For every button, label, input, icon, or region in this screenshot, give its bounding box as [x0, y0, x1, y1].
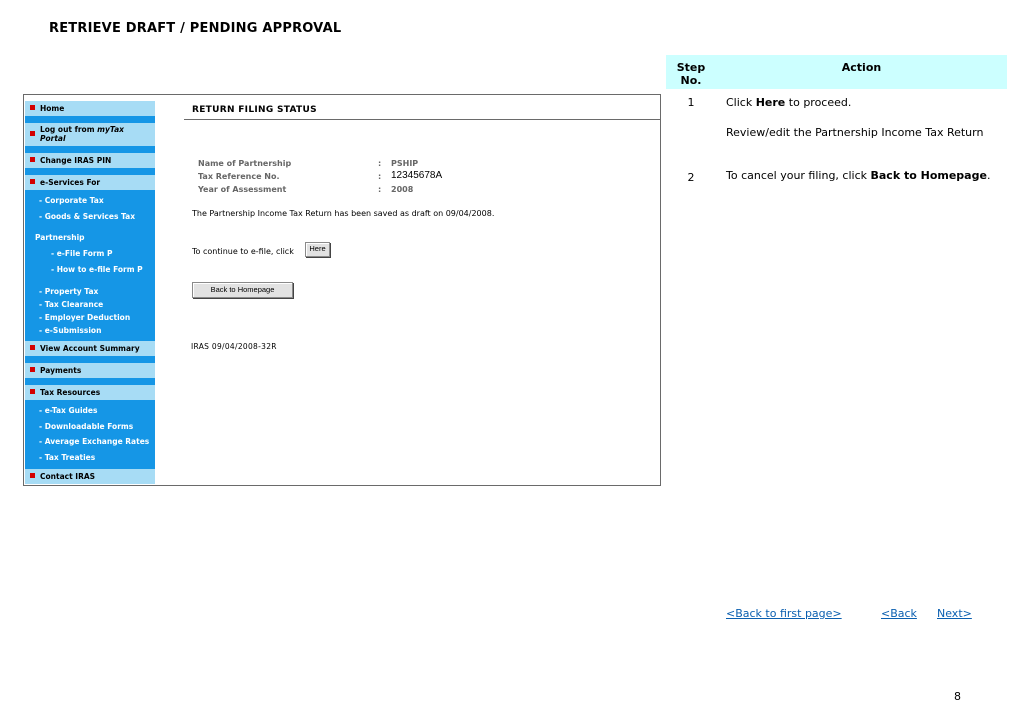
sidebar-item-label: Log out from: [40, 125, 98, 134]
action-text: .: [986, 169, 991, 182]
step-no-header: [666, 61, 716, 87]
sidebar-item-label: Change IRAS PIN: [40, 156, 112, 165]
sidebar-item-label: Home: [40, 104, 65, 113]
sidebar-item-property-tax[interactable]: - Property Tax: [39, 287, 99, 296]
sidebar-item-label: Tax Resources: [40, 388, 101, 397]
action-emphasis: Here: [755, 96, 786, 109]
status-heading-wrap: [192, 105, 661, 115]
partnership-name-value: PSHIP: [391, 159, 419, 168]
action-emphasis: Back to Homepage: [870, 169, 987, 182]
sidebar-item-tax-clearance[interactable]: - Tax Clearance: [39, 300, 104, 309]
sidebar-item-label: Payments: [40, 366, 82, 375]
action-header: Action: [841, 61, 882, 74]
back-to-homepage-button[interactable]: Back to Homepage: [192, 282, 293, 298]
sidebar-item-logout[interactable]: [25, 123, 155, 146]
year-value: 2008: [391, 185, 414, 194]
page-title: RETRIEVE DRAFT / PENDING APPROVAL: [49, 21, 342, 36]
sidebar-group-partnership: Partnership: [35, 233, 85, 242]
bullet-icon: [30, 131, 35, 136]
step-number: 1: [687, 96, 695, 109]
colon: :: [378, 185, 382, 194]
bullet-icon: [30, 473, 35, 478]
step-header-line: Step: [676, 61, 706, 74]
sidebar-item-home[interactable]: [25, 101, 155, 116]
sidebar-item-label: e-Services For: [40, 178, 101, 187]
back-to-first-page-link[interactable]: <Back to first page>: [726, 607, 842, 620]
sidebar-submenu-eservices: [25, 190, 155, 341]
sidebar-item-esubmission[interactable]: - e-Submission: [39, 326, 102, 335]
sidebar-nav: [25, 101, 155, 484]
sidebar-item-employer-deduction[interactable]: - Employer Deduction: [39, 313, 131, 322]
reference-number: IRAS 09/04/2008-32R: [191, 342, 277, 351]
year-label: Year of Assessment: [198, 185, 287, 194]
detail-row: [198, 185, 518, 198]
action-text: To cancel your filing, click: [726, 169, 871, 182]
tax-ref-label: Tax Reference No.: [198, 172, 280, 181]
sidebar-item-tax-resources[interactable]: [25, 385, 155, 400]
sidebar-divider: [25, 356, 155, 363]
screen-heading: RETURN FILING STATUS: [192, 105, 317, 115]
portal-screenshot: [23, 94, 661, 486]
bullet-icon: [30, 157, 35, 162]
back-link[interactable]: <Back: [881, 607, 917, 620]
bullet-icon: [30, 179, 35, 184]
sidebar-submenu-resources: [25, 400, 155, 469]
step-number: 2: [687, 171, 695, 184]
action-text: Click: [726, 96, 756, 109]
step-header-line: No.: [680, 74, 702, 87]
sidebar-item-payments[interactable]: [25, 363, 155, 378]
partnership-name-label: Name of Partnership: [198, 159, 292, 168]
sidebar-item-eservices[interactable]: [25, 175, 155, 190]
brand-name: myTax: [97, 125, 124, 134]
step-action: [726, 169, 1006, 182]
sidebar-divider: [25, 168, 155, 175]
sidebar-divider: [25, 146, 155, 153]
step-action: [726, 96, 1006, 109]
sidebar-divider: [25, 116, 155, 123]
sidebar-item-account-summary[interactable]: [25, 341, 155, 356]
action-text: to proceed.: [785, 96, 852, 109]
here-button[interactable]: Here: [305, 242, 330, 257]
sidebar-item-label: View Account Summary: [40, 344, 140, 353]
sidebar-item-corporate-tax[interactable]: - Corporate Tax: [39, 196, 104, 205]
sidebar-item-exchange-rates[interactable]: - Average Exchange Rates: [39, 437, 150, 446]
bullet-icon: [30, 389, 35, 394]
detail-row: [198, 172, 518, 185]
sidebar-item-tax-treaties[interactable]: - Tax Treaties: [39, 452, 96, 462]
sidebar-divider: [25, 378, 155, 385]
sidebar-item-contact[interactable]: [25, 469, 155, 484]
step-note: Review/edit the Partnership Income Tax Return: [726, 126, 984, 139]
bullet-icon: [30, 345, 35, 350]
sidebar-item-etax-guides[interactable]: - e-Tax Guides: [39, 406, 98, 415]
bullet-icon: [30, 105, 35, 110]
sidebar-item-efile-form-p[interactable]: - e-File Form P: [51, 249, 113, 258]
detail-row: [198, 159, 518, 172]
sidebar-item-how-to-efile[interactable]: - How to e-file Form P: [51, 264, 143, 274]
sidebar-item-label: Contact IRAS: [40, 472, 96, 481]
sidebar-item-gst[interactable]: - Goods & Services Tax: [39, 211, 136, 221]
sidebar-item-downloadable-forms[interactable]: - Downloadable Forms: [39, 421, 134, 431]
partnership-details: [198, 159, 518, 198]
sidebar-item-label: Portal: [40, 134, 66, 143]
heading-divider: [184, 119, 661, 120]
continue-text: To continue to e-file, click: [192, 247, 294, 256]
saved-message: The Partnership Income Tax Return has been saved as draft on 09/04/2008.: [192, 209, 495, 218]
tax-ref-value: 12345678A: [391, 170, 443, 181]
page-number: 8: [954, 690, 961, 703]
next-link[interactable]: Next>: [937, 607, 972, 620]
steps-table-header: [666, 55, 1007, 89]
sidebar-item-change-pin[interactable]: [25, 153, 155, 168]
colon: :: [378, 159, 382, 168]
bullet-icon: [30, 367, 35, 372]
colon: :: [378, 172, 382, 181]
